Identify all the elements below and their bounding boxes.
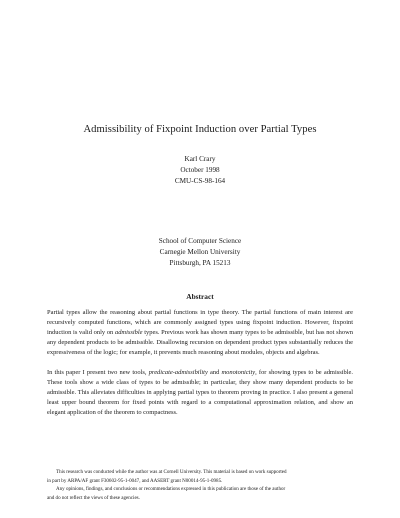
affiliation-city: Pittsburgh, PA 15213 [169,259,231,267]
report-number: CMU-CS-98-164 [174,177,226,185]
affiliation-university: Carnegie Mellon University [159,248,241,256]
footnote-line-2: in part by ARPA/AF grant F30602-95-1-0047, and AASERT grant N00014-95-1-0985. [47,477,223,484]
abstract-paragraph-1 [47,308,353,358]
author-name: Karl Crary [184,155,216,163]
footnote [47,468,353,502]
report-date: October 1998 [180,166,220,174]
abstract-paragraph-2-text: In this paper I present two new tools, predicate-admissibility and monotonicity, for showing types to be admissible. These tools show a wide class of types to be admissible; in particular, they show many dependent products to be admissible. This alleviates difficulties in applying partial types to theorem proving in practice. I also present a general least upper bound theorem for fixed points with regard to a computational approximation relation, and show an elegant application of the theorem to compactness. [47,369,353,416]
abstract-heading: Abstract [186,292,214,301]
paper-title: Admissibility of Fixpoint Induction over Partial Types [83,124,317,135]
footnote-line-1: This research was conducted while the author was at Cornell University. This material is based on work supported [56,469,287,475]
abstract-paragraph-1-text: Partial types allow the reasoning about partial functions in type theory. The partial functions of main interest are recursively computed functions, which are commonly assigned types using fixpoint induction. However, fixpoint induction is valid only on admissible types. Previous work has shown many types to be admissible, but has not shown any dependent products to be admissible. Disallowing recursion on dependent product types substantially reduces the expressiveness of the logic; for example, it prevents much reasoning about modules, objects and algebras. [47,309,353,356]
footnote-line-3: Any opinions, findings, and conclusions or recommendations expressed in this publication are those of the author [56,486,286,492]
abstract-paragraph-2 [47,368,353,418]
affiliation-school: School of Computer Science [158,237,242,245]
footnote-line-4: and do not reflect the views of these agencies. [47,494,140,501]
